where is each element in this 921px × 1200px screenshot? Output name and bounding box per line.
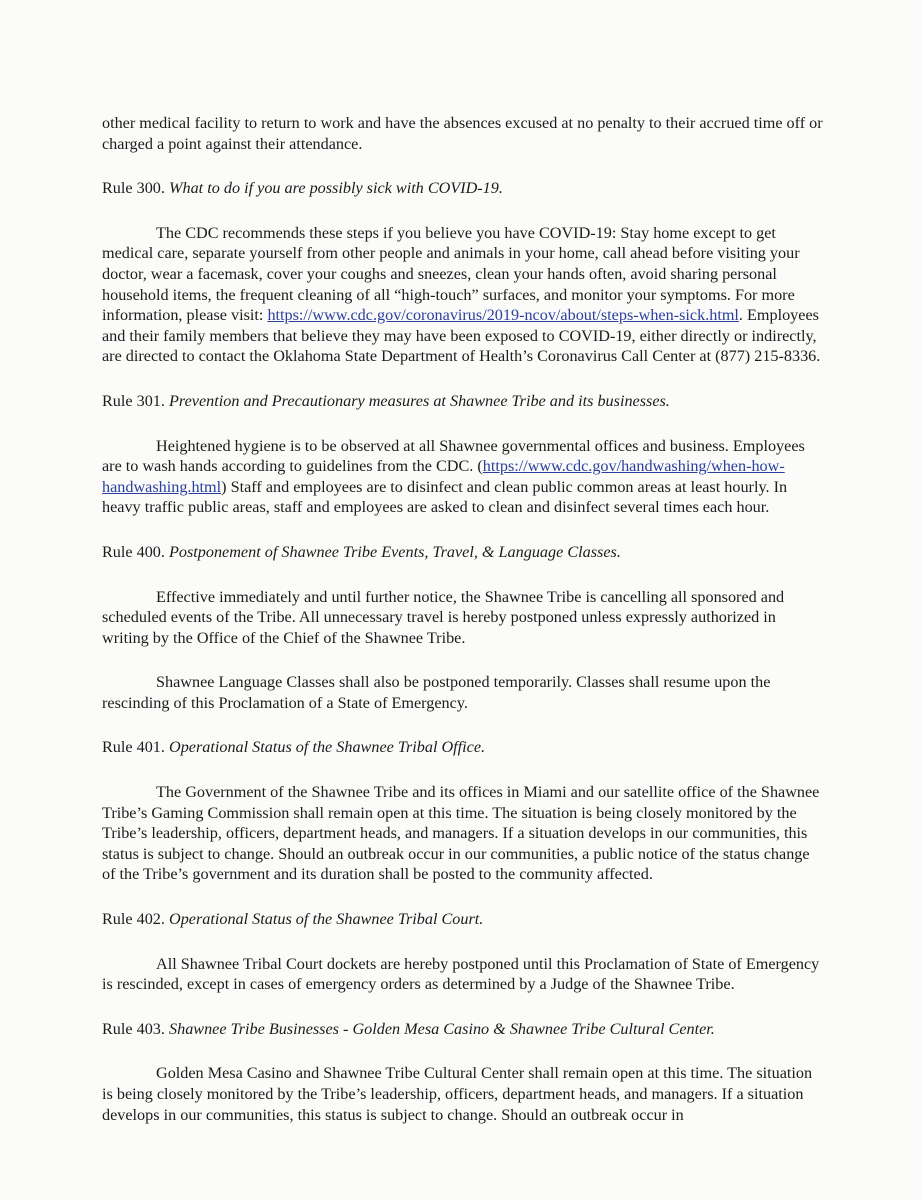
rule-title: Prevention and Precautionary measures at Shawnee Tribe and its businesses. (169, 391, 670, 410)
rule-401-heading (102, 737, 826, 758)
paragraph-text: Heightened hygiene is to be observed at all Shawnee governmental offices and business. Employees are to wash hands according to guidelines from the CDC. ( (102, 436, 805, 476)
paragraph-text: The CDC recommends these steps if you believe you have COVID-19: Stay home except to get medical care, separate yourself from other people and animals in your home, call ahead before visiting your doctor, wear a facemask, cover your coughs and sneezes, clean your hands often, avoid sharing personal household items, the frequent cleaning of all “high-touch” surfaces, and monitor your symptoms. For more information, please visit: (102, 223, 800, 325)
cdc-handwashing-link[interactable]: https://www.cdc.gov/handwashing/when-how-handwashing.html (102, 457, 785, 496)
rule-title: Operational Status of the Shawnee Tribal Court. (169, 910, 484, 929)
rule-title: Postponement of Shawnee Tribe Events, Travel, & Language Classes. (169, 542, 621, 561)
paragraph-rule-301 (102, 436, 826, 518)
rule-title: Shawnee Tribe Businesses - Golden Mesa Casino & Shawnee Tribe Cultural Center. (169, 1019, 715, 1038)
rule-403-heading (102, 1019, 826, 1040)
paragraph-rule-402: All Shawnee Tribal Court dockets are hereby postponed until this Proclamation of State of Emergency is rescinded, except in cases of emergency orders as determined by a Judge of the Shawnee Tribe. (102, 954, 820, 994)
rule-300-heading (102, 178, 826, 199)
rule-number: Rule 402. (102, 910, 165, 929)
rule-number: Rule 300. (102, 179, 165, 198)
paragraph-rule-401: The Government of the Shawnee Tribe and its offices in Miami and our satellite office of the Shawnee Tribe’s Gaming Commission shall remain open at this time. The situation is being closely monitored by the Tribe’s leadership, officers, department heads, and managers. If a situation develops in our communities, this status is subject to change. Should an outbreak occur in our communities, a public notice of the status change of the Tribe’s government and its duration shall be posted to the community affected. (102, 783, 820, 884)
paragraph-continuation: other medical facility to return to work and have the absences excused at no penalty to their accrued time off or charged a point against their attendance. (102, 114, 823, 153)
paragraph-text: ) Staff and employees are to disinfect and clean public common areas at least hourly. In heavy traffic public areas, staff and employees are asked to clean and disinfect several times each hour. (102, 477, 788, 517)
paragraph-rule-400-classes: Shawnee Language Classes shall also be postponed temporarily. Classes shall resume upon the rescinding of this Proclamation of a State of Emergency. (102, 673, 771, 712)
paragraph-rule-403: Golden Mesa Casino and Shawnee Tribe Cultural Center shall remain open at this time. The situation is being closely monitored by the Tribe’s leadership, officers, department heads, and managers. If a situation develops in our communities, this status is subject to change. Should an outbreak occur in (102, 1064, 813, 1124)
rule-402-heading (102, 909, 826, 930)
rule-301-heading (102, 391, 826, 412)
rule-number: Rule 400. (102, 542, 165, 561)
paragraph-text: . Employees and their family members that believe they may have been exposed to COVID-19, either directly or indirectly, are directed to contact the Oklahoma State Department of Health’s Coronavirus Call Center at (877) 215-8336. (102, 306, 821, 366)
rule-title: Operational Status of the Shawnee Tribal Office. (169, 738, 486, 757)
rule-number: Rule 403. (102, 1019, 165, 1038)
rule-title: What to do if you are possibly sick with COVID-19. (169, 179, 503, 198)
paragraph-rule-300 (102, 223, 826, 367)
rule-400-heading (102, 542, 826, 563)
paragraph-rule-400-events: Effective immediately and until further notice, the Shawnee Tribe is cancelling all sponsored and scheduled events of the Tribe. All unnecessary travel is hereby postponed unless expressly authorized in writing by the Office of the Chief of the Shawnee Tribe. (102, 587, 785, 647)
cdc-steps-link[interactable]: https://www.cdc.gov/coronavirus/2019-ncov/about/steps-when-sick.html (267, 306, 739, 325)
rule-number: Rule 401. (102, 738, 165, 757)
rule-number: Rule 301. (102, 391, 165, 410)
